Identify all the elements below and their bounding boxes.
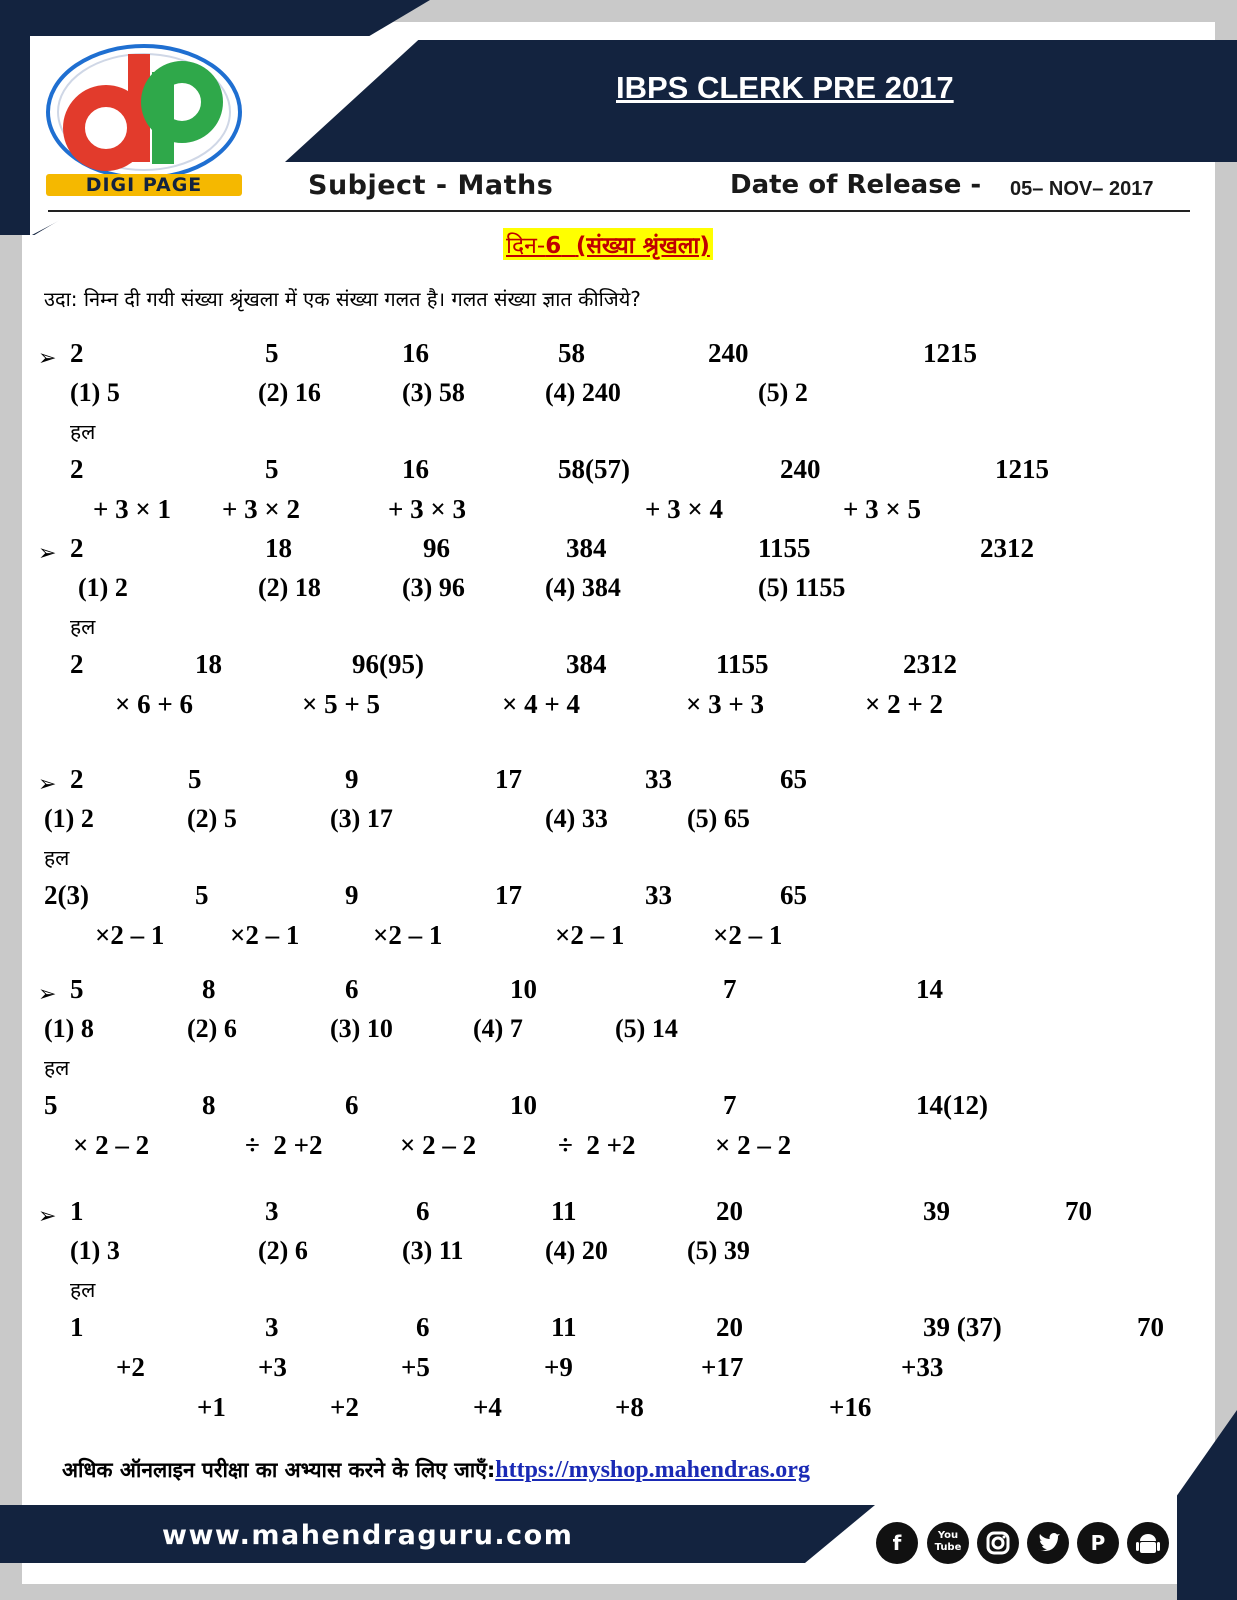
series-term: 14 [916,974,943,1004]
operation: × 6 + 6 [115,689,194,719]
solution-term: 70 [1137,1312,1164,1342]
option: (2) 18 [258,573,321,602]
series-term: 6 [345,974,359,1004]
instagram-icon[interactable] [977,1522,1019,1564]
solution-term: 1215 [995,454,1049,484]
operation: + 3 × 3 [388,494,467,524]
solution-term: 6 [345,1090,359,1120]
pinterest-icon[interactable]: P [1077,1522,1119,1564]
option: (3) 17 [330,804,393,833]
solution-term: 1 [70,1312,84,1342]
android-icon[interactable] [1127,1522,1169,1564]
option: (5) 39 [687,1236,750,1265]
series-term: 2 [70,533,84,563]
question-text: उदा: निम्न दी गयी संख्या श्रृंखला में एक संख्या गलत है। गलत संख्या ज्ञात कीजिये? [44,287,641,311]
release-label: Date of Release - [730,170,982,200]
solution-label: हल [44,1056,70,1080]
facebook-icon[interactable]: f [876,1522,918,1564]
solution-term: 65 [780,880,807,910]
series-term: 65 [780,764,807,794]
series-term: 17 [495,764,522,794]
operation: × 4 + 4 [502,689,581,719]
solution-term: 16 [402,454,429,484]
practice-text: अधिक ऑनलाइन परीक्षा का अभ्यास करने के लिए जाएँ: [62,1458,496,1482]
bullet-arrow: ➢ [38,541,57,566]
series-term: 240 [708,338,749,368]
solution-term: 11 [551,1312,577,1342]
option: (3) 10 [330,1014,393,1043]
operation: × 2 – 2 [715,1130,792,1160]
operation: ×2 – 1 [555,920,625,950]
series-term: 5 [70,974,84,1004]
solution-label: हल [44,846,70,870]
series-term: 70 [1065,1196,1092,1226]
option: (2) 16 [258,378,321,407]
solution-term: 6 [416,1312,430,1342]
subject-label: Subject - Maths [308,170,554,201]
solution-term: 33 [645,880,672,910]
option: (4) 7 [473,1014,523,1043]
series-term: 10 [510,974,537,1004]
operation: +33 [901,1352,944,1382]
bullet-arrow: ➢ [38,346,57,371]
frame-left [0,0,22,1600]
operation: × 2 – 2 [73,1130,150,1160]
series-term: 2 [70,764,84,794]
solution-term: 1155 [716,649,769,679]
series-term: 1 [70,1196,84,1226]
option: (1) 2 [44,804,94,833]
operation: +16 [829,1392,872,1422]
bullet-arrow: ➢ [38,1204,57,1229]
solution-term: 20 [716,1312,743,1342]
series-term: 18 [265,533,292,563]
page-title: IBPS CLERK PRE 2017 [616,70,954,105]
option: (3) 96 [402,573,465,602]
solution-term: 384 [566,649,607,679]
series-term: 20 [716,1196,743,1226]
day-title: दिन-6 (संख्या श्रृंखला) [503,228,713,260]
solution-term: 7 [723,1090,737,1120]
series-term: 7 [723,974,737,1004]
release-date: 05– NOV– 2017 [1010,178,1154,200]
series-term: 1155 [758,533,811,563]
logo-label: DIGI PAGE [46,174,242,196]
series-term: 6 [416,1196,430,1226]
option: (5) 65 [687,804,750,833]
solution-term: 39 (37) [923,1312,1002,1342]
operation: × 2 – 2 [400,1130,477,1160]
operation: +9 [544,1352,573,1382]
option: (5) 1155 [758,573,846,602]
solution-term: 14(12) [916,1090,988,1120]
solution-label: हल [70,420,96,444]
operation: +3 [258,1352,287,1382]
series-term: 33 [645,764,672,794]
series-term: 8 [202,974,216,1004]
operation: +1 [197,1392,226,1422]
solution-label: हल [70,615,96,639]
option: (1) 2 [78,573,128,602]
operation: × 2 + 2 [865,689,944,719]
operation: ÷ 2 +2 [558,1130,636,1160]
solution-label: हल [70,1278,96,1302]
series-term: 5 [265,338,279,368]
solution-term: 58(57) [558,454,630,484]
solution-term: 2(3) [44,880,89,910]
option: (1) 5 [70,378,120,407]
operation: +17 [701,1352,744,1382]
option: (4) 240 [545,378,621,407]
series-term: 384 [566,533,607,563]
practice-note [62,1456,810,1484]
option: (2) 6 [187,1014,237,1043]
series-term: 16 [402,338,429,368]
twitter-icon[interactable] [1027,1522,1069,1564]
bullet-arrow: ➢ [38,772,57,797]
solution-term: 3 [265,1312,279,1342]
operation: + 3 × 5 [843,494,922,524]
series-term: 39 [923,1196,950,1226]
operation: +5 [401,1352,430,1382]
solution-term: 9 [345,880,359,910]
option: (1) 3 [70,1236,120,1265]
solution-term: 2 [70,454,84,484]
option: (3) 11 [402,1236,464,1265]
series-term: 9 [345,764,359,794]
header-divider [48,210,1190,212]
operation: + 3 × 4 [645,494,724,524]
option: (1) 8 [44,1014,94,1043]
operation: × 5 + 5 [302,689,381,719]
series-term: 11 [551,1196,577,1226]
option: (4) 33 [545,804,608,833]
option: (4) 20 [545,1236,608,1265]
operation: +2 [330,1392,359,1422]
series-term: 58 [558,338,585,368]
bullet-arrow: ➢ [38,982,57,1007]
option: (2) 6 [258,1236,308,1265]
operation: +2 [116,1352,145,1382]
youtube-icon[interactable]: You Tube [927,1522,969,1564]
solution-term: 8 [202,1090,216,1120]
option: (3) 58 [402,378,465,407]
frame-bottom [0,1584,1237,1600]
series-term: 2 [70,338,84,368]
solution-term: 2 [70,649,84,679]
website-link[interactable]: www.mahendraguru.com [162,1520,574,1551]
option: (2) 5 [187,804,237,833]
operation: + 3 × 1 [93,494,172,524]
solution-term: 5 [44,1090,58,1120]
solution-term: 96(95) [352,649,424,679]
solution-term: 18 [195,649,222,679]
frame-right [1215,0,1237,1600]
series-term: 96 [423,533,450,563]
operation: + 3 × 2 [222,494,301,524]
operation: × 3 + 3 [686,689,765,719]
solution-term: 17 [495,880,522,910]
solution-term: 5 [265,454,279,484]
option: (4) 384 [545,573,621,602]
operation: ×2 – 1 [373,920,443,950]
operation: ÷ 2 +2 [245,1130,323,1160]
solution-term: 10 [510,1090,537,1120]
option: (5) 2 [758,378,808,407]
operation: ×2 – 1 [713,920,783,950]
operation: +4 [473,1392,502,1422]
series-term: 2312 [980,533,1034,563]
operation: ×2 – 1 [230,920,300,950]
series-term: 5 [188,764,202,794]
solution-term: 5 [195,880,209,910]
series-term: 1215 [923,338,977,368]
option: (5) 14 [615,1014,678,1043]
series-term: 3 [265,1196,279,1226]
operation: +8 [615,1392,644,1422]
operation: ×2 – 1 [95,920,165,950]
myshop-link[interactable]: https://myshop.mahendras.org [495,1457,810,1483]
solution-term: 240 [780,454,821,484]
solution-term: 2312 [903,649,957,679]
